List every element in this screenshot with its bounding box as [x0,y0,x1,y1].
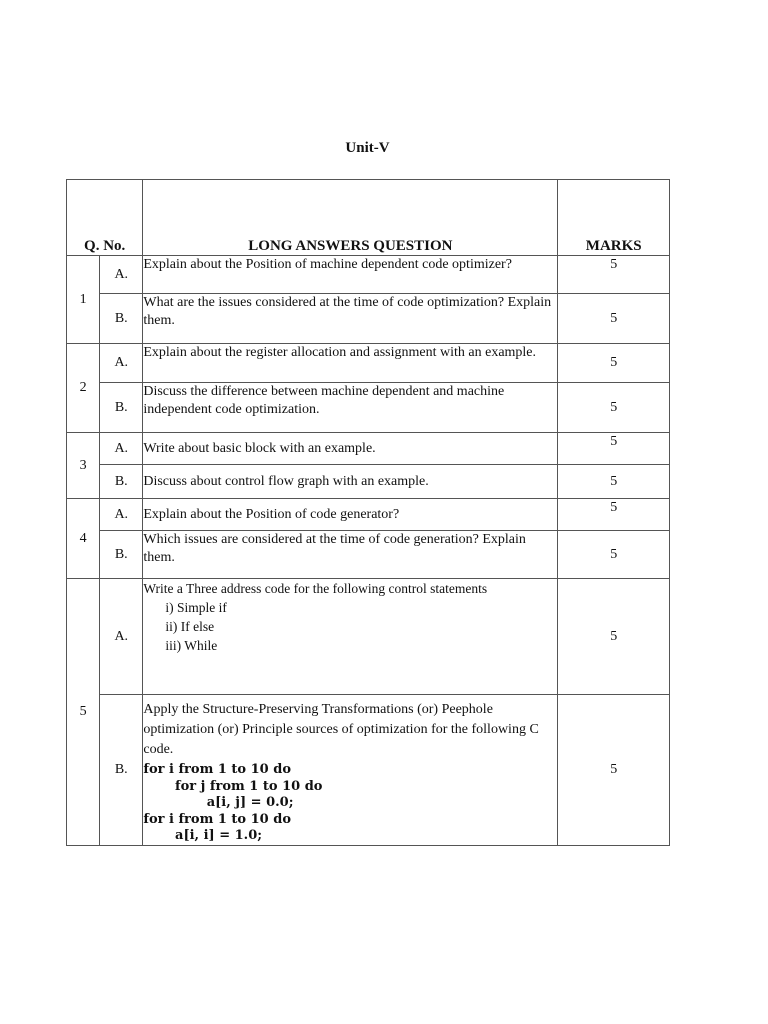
header-question: LONG ANSWERS QUESTION [143,180,558,256]
marks-value: 5 [558,256,670,294]
part-label: A. [100,256,143,294]
question-cell [143,695,558,846]
marks-value: 5 [558,465,670,499]
question-number: 1 [67,256,100,344]
question-number: 5 [67,579,100,846]
marks-value: 5 [558,383,670,433]
marks-value: 5 [558,695,670,846]
marks-value: 5 [558,531,670,579]
question-text: Apply the Structure-Preserving Transformations (or) Peephole optimization (or) Principle sources of optimization for the following C code. [143,702,539,757]
part-label: A. [100,344,143,383]
question-text: What are the issues considered at the time of code optimization? Explain them. [143,294,558,344]
table-row [67,294,670,344]
marks-value: 5 [558,294,670,344]
list-item: ii) If else [165,619,215,634]
part-label: B. [100,383,143,433]
table-row [67,465,670,499]
question-cell [143,579,558,695]
code-line: a[i, j] = 0.0; [143,795,294,810]
table-row [67,433,670,465]
unit-title: Unit-V [345,140,390,156]
header-marks: MARKS [558,180,670,256]
marks-value: 5 [558,433,670,465]
part-label: A. [100,499,143,531]
code-line: for j from 1 to 10 do [143,778,323,794]
marks-value: 5 [558,344,670,383]
table-row [67,695,670,846]
question-text: Write a Three address code for the following control statements [143,581,488,596]
question-number: 4 [67,499,100,579]
part-label: B. [100,294,143,344]
part-label: A. [100,579,143,695]
question-text: Which issues are considered at the time of code generation? Explain them. [143,531,558,579]
code-line: a[i, i] = 1.0; [143,828,263,843]
list-item: i) Simple if [165,600,227,615]
table-row [67,383,670,433]
question-text: Explain about the register allocation and assignment with an example. [143,344,558,383]
header-qno: Q. No. [67,180,143,256]
question-number: 2 [67,344,100,433]
question-number: 3 [67,433,100,499]
table-row [67,499,670,531]
table-row [67,344,670,383]
table-row [67,531,670,579]
part-label: B. [100,465,143,499]
marks-value: 5 [558,499,670,531]
table-row [67,256,670,294]
list-item: iii) While [165,638,218,653]
part-label: B. [100,531,143,579]
control-statements-list [143,598,557,655]
header-row [67,180,670,256]
question-text: Discuss about control flow graph with an example. [143,465,558,499]
code-line: for i from 1 to 10 do [143,811,292,827]
question-text: Explain about the Position of machine dependent code optimizer? [143,256,558,294]
table-row [67,579,670,695]
code-block [143,762,557,845]
questions-table [66,179,670,846]
question-text: Explain about the Position of code generator? [143,499,558,531]
part-label: B. [100,695,143,846]
marks-value: 5 [558,579,670,695]
question-text: Discuss the difference between machine dependent and machine independent code optimization. [143,383,558,433]
code-line: for i from 1 to 10 do [143,762,292,777]
question-text: Write about basic block with an example. [143,433,558,465]
part-label: A. [100,433,143,465]
